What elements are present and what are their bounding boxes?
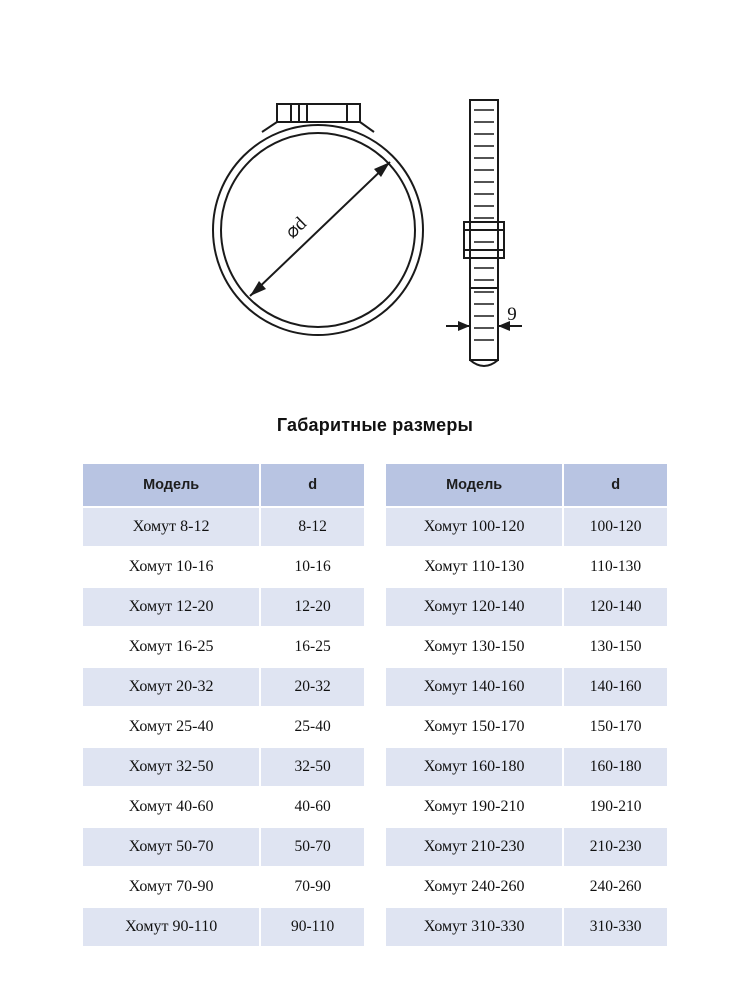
table-row bbox=[385, 867, 668, 907]
cell-d: 150-170 bbox=[563, 707, 668, 747]
cell-d: 10-16 bbox=[260, 547, 365, 587]
column-header-model: Модель bbox=[82, 463, 260, 507]
cell-d: 120-140 bbox=[563, 587, 668, 627]
table-row bbox=[385, 747, 668, 787]
cell-model: Хомут 160-180 bbox=[385, 747, 563, 787]
cell-d: 40-60 bbox=[260, 787, 365, 827]
table-header-row bbox=[385, 463, 668, 507]
table-row bbox=[385, 667, 668, 707]
cell-d: 70-90 bbox=[260, 867, 365, 907]
width-dimension-label: 9 bbox=[507, 304, 517, 325]
cell-d: 210-230 bbox=[563, 827, 668, 867]
cell-d: 12-20 bbox=[260, 587, 365, 627]
table-row bbox=[385, 787, 668, 827]
cell-model: Хомут 310-330 bbox=[385, 907, 563, 947]
hose-clamp-front-view bbox=[213, 104, 423, 335]
cell-model: Хомут 90-110 bbox=[82, 907, 260, 947]
table-row bbox=[385, 507, 668, 547]
cell-model: Хомут 20-32 bbox=[82, 667, 260, 707]
page-title: Габаритные размеры bbox=[276, 415, 474, 435]
spec-table-right bbox=[384, 462, 669, 948]
cell-model: Хомут 240-260 bbox=[385, 867, 563, 907]
cell-model: Хомут 70-90 bbox=[82, 867, 260, 907]
cell-d: 160-180 bbox=[563, 747, 668, 787]
column-header-model: Модель bbox=[385, 463, 563, 507]
table-row bbox=[82, 707, 365, 747]
cell-d: 190-210 bbox=[563, 787, 668, 827]
cell-d: 100-120 bbox=[563, 507, 668, 547]
cell-d: 310-330 bbox=[563, 907, 668, 947]
cell-model: Хомут 130-150 bbox=[385, 627, 563, 667]
cell-model: Хомут 210-230 bbox=[385, 827, 563, 867]
cell-d: 25-40 bbox=[260, 707, 365, 747]
table-row bbox=[385, 907, 668, 947]
table-row bbox=[385, 707, 668, 747]
cell-model: Хомут 150-170 bbox=[385, 707, 563, 747]
cell-d: 110-130 bbox=[563, 547, 668, 587]
diameter-dimension-label: ⌀d bbox=[281, 213, 312, 243]
table-row bbox=[385, 627, 668, 667]
cell-model: Хомут 50-70 bbox=[82, 827, 260, 867]
table-row bbox=[82, 867, 365, 907]
cell-d: 20-32 bbox=[260, 667, 365, 707]
cell-model: Хомут 8-12 bbox=[82, 507, 260, 547]
hose-clamp-side-view bbox=[446, 100, 522, 366]
table-row bbox=[385, 547, 668, 587]
cell-model: Хомут 120-140 bbox=[385, 587, 563, 627]
table-row bbox=[82, 827, 365, 867]
table-row bbox=[82, 907, 365, 947]
cell-model: Хомут 140-160 bbox=[385, 667, 563, 707]
cell-model: Хомут 12-20 bbox=[82, 587, 260, 627]
cell-d: 32-50 bbox=[260, 747, 365, 787]
technical-drawing bbox=[0, 70, 750, 400]
column-header-d: d bbox=[563, 463, 668, 507]
cell-d: 8-12 bbox=[260, 507, 365, 547]
table-row bbox=[82, 507, 365, 547]
spec-tables bbox=[0, 462, 750, 948]
table-row bbox=[82, 587, 365, 627]
cell-model: Хомут 32-50 bbox=[82, 747, 260, 787]
column-header-d: d bbox=[260, 463, 365, 507]
cell-d: 130-150 bbox=[563, 627, 668, 667]
cell-model: Хомут 100-120 bbox=[385, 507, 563, 547]
table-row bbox=[82, 747, 365, 787]
cell-d: 16-25 bbox=[260, 627, 365, 667]
table-row bbox=[82, 787, 365, 827]
cell-model: Хомут 40-60 bbox=[82, 787, 260, 827]
table-row bbox=[82, 547, 365, 587]
cell-model: Хомут 190-210 bbox=[385, 787, 563, 827]
cell-model: Хомут 110-130 bbox=[385, 547, 563, 587]
cell-model: Хомут 25-40 bbox=[82, 707, 260, 747]
cell-d: 140-160 bbox=[563, 667, 668, 707]
spec-table-left bbox=[81, 462, 366, 948]
cell-model: Хомут 10-16 bbox=[82, 547, 260, 587]
cell-d: 240-260 bbox=[563, 867, 668, 907]
cell-model: Хомут 16-25 bbox=[82, 627, 260, 667]
diameter-dimension bbox=[250, 162, 390, 296]
cell-d: 90-110 bbox=[260, 907, 365, 947]
table-row bbox=[385, 587, 668, 627]
cell-d: 50-70 bbox=[260, 827, 365, 867]
table-row bbox=[82, 627, 365, 667]
table-header-row bbox=[82, 463, 365, 507]
table-row bbox=[385, 827, 668, 867]
table-row bbox=[82, 667, 365, 707]
